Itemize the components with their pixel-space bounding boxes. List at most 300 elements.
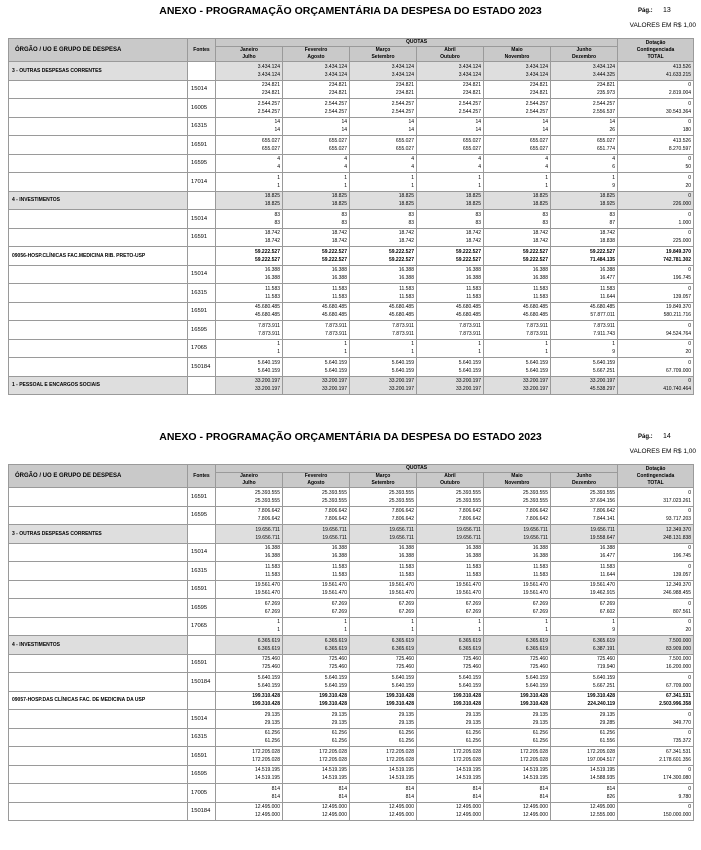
fonte-cell: 16005 <box>188 99 216 118</box>
value-line: 7.806.642 <box>458 516 481 523</box>
value-line: 2.544.257 <box>592 100 616 107</box>
value-cell <box>551 765 618 784</box>
value-cell <box>350 358 417 377</box>
value-line: 16.388 <box>264 275 280 282</box>
value-cell <box>551 710 618 729</box>
value-line: 1 <box>478 174 481 181</box>
value-cell <box>417 117 484 136</box>
value-line: 83 <box>408 211 414 218</box>
value-cell <box>484 765 551 784</box>
value-cell <box>417 247 484 266</box>
value-line: 33.200.197 <box>455 386 481 393</box>
value-cell <box>551 80 618 99</box>
value-line: 14 <box>341 127 347 134</box>
value-line: 725.460 <box>462 664 481 671</box>
fonte-cell: 15014 <box>188 265 216 284</box>
value-cell <box>551 654 618 673</box>
value-line: 655.027 <box>328 137 347 144</box>
value-line: 18.925 <box>599 201 616 208</box>
value-cell <box>618 321 694 340</box>
value-cell <box>350 154 417 173</box>
value-line: 172.205.028 <box>252 756 280 763</box>
value-line: 0 <box>688 100 692 107</box>
value-cell <box>216 99 283 118</box>
value-cell <box>417 228 484 247</box>
value-line: 59.222.527 <box>388 256 414 263</box>
org-cell: 4 - INVESTIMENTOS <box>9 191 188 210</box>
value-line: 3.434.124 <box>257 71 280 78</box>
value-line: 180 <box>682 127 692 134</box>
value-line: 67.341.531 <box>666 748 692 755</box>
value-cell <box>484 636 551 655</box>
value-line: 139.057 <box>672 293 692 300</box>
value-line: 67.269 <box>398 600 414 607</box>
value-line: 1 <box>545 627 548 634</box>
value-cell <box>283 99 350 118</box>
value-cell <box>350 62 417 81</box>
value-line: 19.656.711 <box>389 534 414 541</box>
fonte-row <box>9 99 694 118</box>
value-line: 14.588.935 <box>590 775 616 782</box>
value-line: 1 <box>277 349 280 356</box>
org-cell <box>9 80 188 99</box>
month-label: Setembro <box>371 480 395 486</box>
value-line: 16.388 <box>532 275 548 282</box>
value-line: 8.270.597 <box>668 145 692 152</box>
dotacao-header-line: TOTAL <box>647 53 664 60</box>
value-line: 11.644 <box>600 571 616 578</box>
value-cell <box>283 728 350 747</box>
report-page-14 <box>0 426 701 850</box>
value-line: 9 <box>612 627 616 634</box>
value-line: 5.640.159 <box>324 367 347 374</box>
value-cell <box>350 784 417 803</box>
value-line: 725.460 <box>395 664 414 671</box>
month-label: Dezembro <box>571 480 597 486</box>
value-cell <box>283 80 350 99</box>
fonte-cell: 17014 <box>188 173 216 192</box>
month-label: Outubro <box>440 480 460 486</box>
value-cell <box>484 136 551 155</box>
value-cell <box>216 728 283 747</box>
value-line: 0 <box>688 785 692 792</box>
value-cell <box>350 376 417 395</box>
fonte-row <box>9 747 694 766</box>
value-line: 7.873.911 <box>258 322 280 329</box>
value-line: 6.365.619 <box>458 637 481 644</box>
value-line: 725.460 <box>395 656 414 663</box>
value-line: 150.000.000 <box>663 812 692 819</box>
value-line: 20 <box>685 627 692 634</box>
month-label: Janeiro <box>240 473 258 479</box>
value-cell <box>283 191 350 210</box>
value-line: 199.310.428 <box>319 693 347 700</box>
value-cell <box>417 673 484 692</box>
value-cell <box>283 228 350 247</box>
value-cell <box>618 173 694 192</box>
value-line: 14.519.195 <box>590 767 616 774</box>
value-cell <box>551 617 618 636</box>
value-line: 5.640.159 <box>324 674 347 681</box>
value-line: 37.694.156 <box>590 497 616 504</box>
value-line: 67.602 <box>599 608 616 615</box>
org-cell <box>9 358 188 377</box>
value-line: 3.434.124 <box>257 63 280 70</box>
value-line: 0 <box>688 211 692 218</box>
fonte-cell: 17005 <box>188 784 216 803</box>
dotacao-header-line: Dotação <box>645 465 666 472</box>
value-line: 0 <box>688 341 692 348</box>
value-line: 61.256 <box>398 730 414 737</box>
value-cell <box>618 376 694 395</box>
value-line: 0 <box>688 767 692 774</box>
value-cell <box>216 673 283 692</box>
fonte-row <box>9 265 694 284</box>
group-row <box>9 376 694 395</box>
fonte-cell: 16315 <box>188 562 216 581</box>
page-header <box>0 0 701 38</box>
value-line: 18.825 <box>331 193 347 200</box>
fonte-row <box>9 136 694 155</box>
value-cell <box>551 599 618 618</box>
value-cell <box>216 654 283 673</box>
value-cell <box>484 228 551 247</box>
value-line: 655.027 <box>462 137 481 144</box>
value-line: 1 <box>612 619 616 626</box>
value-line: 7.806.642 <box>324 516 347 523</box>
value-line: 14.519.195 <box>254 767 280 774</box>
value-line: 234.821 <box>596 82 616 89</box>
value-line: 12.349.370 <box>666 582 692 589</box>
value-cell <box>350 173 417 192</box>
value-line: 199.310.428 <box>453 701 481 708</box>
month-label: Setembro <box>371 54 395 60</box>
month-column-header <box>484 473 551 488</box>
value-line: 1 <box>277 174 280 181</box>
value-line: 67.269 <box>465 608 481 615</box>
value-cell <box>283 321 350 340</box>
value-line: 16.388 <box>331 267 347 274</box>
value-line: 61.256 <box>331 730 347 737</box>
value-cell <box>216 117 283 136</box>
value-line: 5.667.251 <box>592 682 616 689</box>
value-line: 226.000 <box>672 201 692 208</box>
value-cell <box>417 599 484 618</box>
value-line: 18.742 <box>398 230 414 237</box>
value-cell <box>551 488 618 507</box>
value-line: 814 <box>539 793 548 800</box>
value-line: 29.135 <box>398 719 414 726</box>
value-line: 1 <box>411 349 414 356</box>
value-line: 14.519.195 <box>455 767 481 774</box>
value-line: 61.256 <box>264 730 280 737</box>
value-cell <box>551 580 618 599</box>
value-line: 725.460 <box>529 664 548 671</box>
value-line: 26 <box>609 127 616 134</box>
dotacao-header-line: TOTAL <box>647 479 664 486</box>
fonte-row <box>9 321 694 340</box>
value-line: 11.583 <box>265 293 280 300</box>
value-cell <box>417 765 484 784</box>
value-line: 18.825 <box>465 201 481 208</box>
value-cell <box>551 784 618 803</box>
value-cell <box>484 599 551 618</box>
org-cell <box>9 136 188 155</box>
value-line: 12.349.370 <box>666 526 692 533</box>
value-cell <box>484 339 551 358</box>
value-line: 735.372 <box>672 738 692 745</box>
value-line: 3.434.124 <box>458 71 481 78</box>
value-line: 1 <box>344 619 347 626</box>
month-column-header <box>350 473 417 488</box>
value-line: 11.583 <box>265 563 280 570</box>
value-line: 1 <box>411 619 414 626</box>
value-line: 2.544.257 <box>458 100 481 107</box>
value-cell <box>618 228 694 247</box>
value-line: 45.680.485 <box>455 304 481 311</box>
group-row <box>9 191 694 210</box>
value-cell <box>350 284 417 303</box>
value-line: 18.742 <box>264 230 280 237</box>
value-line: 29.135 <box>264 719 280 726</box>
value-line: 25.393.555 <box>254 489 280 496</box>
value-line: 5.640.159 <box>525 367 548 374</box>
value-line: 93.717.203 <box>666 516 692 523</box>
value-line: 14.519.195 <box>321 775 347 782</box>
value-cell <box>551 562 618 581</box>
org-cell <box>9 99 188 118</box>
value-line: 83 <box>274 219 280 226</box>
value-line: 725.460 <box>261 656 280 663</box>
value-cell <box>551 136 618 155</box>
value-line: 83 <box>408 219 414 226</box>
value-line: 248.131.838 <box>663 534 692 541</box>
value-line: 5.667.251 <box>592 367 616 374</box>
value-cell <box>618 339 694 358</box>
value-cell <box>417 376 484 395</box>
value-line: 1 <box>344 349 347 356</box>
value-cell <box>417 802 484 821</box>
value-line: 59.222.527 <box>455 248 481 255</box>
value-cell <box>618 62 694 81</box>
value-cell <box>283 747 350 766</box>
value-cell <box>417 747 484 766</box>
value-line: 18.742 <box>331 238 347 245</box>
value-cell <box>618 784 694 803</box>
value-cell <box>551 247 618 266</box>
value-line: 655.027 <box>529 137 548 144</box>
value-line: 18.825 <box>264 193 280 200</box>
value-cell <box>350 488 417 507</box>
fonte-row <box>9 728 694 747</box>
value-line: 172.205.028 <box>453 756 481 763</box>
value-cell <box>350 99 417 118</box>
value-line: 655.027 <box>395 137 414 144</box>
value-line: 7.500.000 <box>668 637 692 644</box>
value-line: 12.495.000 <box>522 812 548 819</box>
value-cell <box>216 265 283 284</box>
value-line: 1 <box>411 627 414 634</box>
value-line: 174.300.080 <box>663 775 692 782</box>
month-label: Julho <box>242 480 256 486</box>
value-cell <box>551 506 618 525</box>
value-line: 16.388 <box>264 267 280 274</box>
value-cell <box>618 99 694 118</box>
budget-table <box>8 38 694 395</box>
value-cell <box>551 802 618 821</box>
value-cell <box>618 525 694 544</box>
fonte-cell: 15014 <box>188 710 216 729</box>
value-line: 1 <box>411 182 414 189</box>
value-line: 3.434.124 <box>458 63 481 70</box>
value-line: 655.027 <box>395 145 414 152</box>
value-cell <box>484 62 551 81</box>
value-cell <box>216 562 283 581</box>
value-line: 25.393.555 <box>321 489 347 496</box>
month-column-header <box>551 47 618 62</box>
value-line: 14 <box>274 127 280 134</box>
value-line: 172.205.028 <box>453 748 481 755</box>
value-line: 16.388 <box>532 545 548 552</box>
value-cell <box>350 562 417 581</box>
org-cell <box>9 599 188 618</box>
value-line: 45.680.485 <box>455 312 481 319</box>
value-line: 14 <box>475 127 481 134</box>
value-line: 1 <box>612 174 616 181</box>
header-row <box>9 465 694 473</box>
report-page-13 <box>0 0 701 424</box>
value-line: 4 <box>344 164 347 171</box>
value-line: 0 <box>688 674 692 681</box>
value-line: 1 <box>612 341 616 348</box>
month-label: Março <box>375 47 391 53</box>
value-line: 814 <box>338 785 347 792</box>
value-line: 234.821 <box>395 90 414 97</box>
month-column-header <box>484 47 551 62</box>
value-line: 67.269 <box>264 600 280 607</box>
value-line: 33.200.197 <box>254 386 280 393</box>
month-column-header <box>417 473 484 488</box>
org-cell <box>9 173 188 192</box>
value-line: 18.742 <box>465 230 481 237</box>
value-line: 67.709.000 <box>666 367 692 374</box>
value-cell <box>484 506 551 525</box>
value-cell <box>417 580 484 599</box>
value-line: 224.240.119 <box>587 701 616 708</box>
value-line: 139.057 <box>672 571 692 578</box>
value-cell <box>283 265 350 284</box>
value-cell <box>417 784 484 803</box>
value-cell <box>618 562 694 581</box>
fonte-row <box>9 284 694 303</box>
value-cell <box>283 488 350 507</box>
value-cell <box>618 617 694 636</box>
value-line: 199.310.428 <box>252 701 280 708</box>
org-cell <box>9 506 188 525</box>
value-line: 651.774 <box>596 145 616 152</box>
value-line: 59.222.527 <box>522 256 548 263</box>
fonte-cell: 16591 <box>188 654 216 673</box>
value-cell <box>618 580 694 599</box>
value-line: 11.583 <box>265 285 280 292</box>
value-line: 12.495.000 <box>254 812 280 819</box>
org-cell <box>9 802 188 821</box>
value-line: 29.135 <box>398 711 414 718</box>
value-line: 18.742 <box>264 238 280 245</box>
value-cell <box>618 358 694 377</box>
value-cell <box>417 710 484 729</box>
value-cell <box>216 173 283 192</box>
value-cell <box>216 525 283 544</box>
value-line: 1 <box>545 349 548 356</box>
value-line: 59.222.527 <box>388 248 414 255</box>
value-cell <box>350 80 417 99</box>
value-line: 18.742 <box>532 230 548 237</box>
value-line: 234.821 <box>261 82 280 89</box>
value-cell <box>484 321 551 340</box>
value-line: 11.583 <box>332 563 347 570</box>
fonte-row <box>9 673 694 692</box>
value-line: 814 <box>405 785 414 792</box>
value-line: 11.583 <box>533 563 548 570</box>
value-line: 0 <box>688 711 692 718</box>
value-line: 6.365.619 <box>391 637 414 644</box>
value-cell <box>618 284 694 303</box>
value-line: 14 <box>408 127 414 134</box>
value-line: 725.460 <box>328 664 347 671</box>
fonte-cell <box>188 247 216 266</box>
quotas-header: QUOTAS <box>216 39 618 47</box>
fonte-row <box>9 710 694 729</box>
month-label: Maio <box>511 473 523 479</box>
fonte-cell: 16591 <box>188 136 216 155</box>
value-line: 814 <box>472 793 481 800</box>
value-line: 7.873.911 <box>593 322 616 329</box>
fonte-cell: 16315 <box>188 284 216 303</box>
value-line: 814 <box>472 785 481 792</box>
value-cell <box>216 80 283 99</box>
value-cell <box>350 136 417 155</box>
value-line: 655.027 <box>529 145 548 152</box>
value-line: 7.806.642 <box>458 508 481 515</box>
month-column-header <box>283 47 350 62</box>
value-cell <box>417 506 484 525</box>
value-cell <box>350 265 417 284</box>
value-line: 19.561.470 <box>455 590 481 597</box>
value-cell <box>484 210 551 229</box>
value-line: 3.444.325 <box>592 71 616 78</box>
value-line: 6.365.619 <box>592 637 616 644</box>
month-label: Março <box>375 473 391 479</box>
org-cell <box>9 210 188 229</box>
value-line: 234.821 <box>328 90 347 97</box>
value-cell <box>551 265 618 284</box>
value-line: 14.519.195 <box>522 775 548 782</box>
value-line: 199.310.428 <box>386 693 414 700</box>
value-line: 16.477 <box>599 275 616 282</box>
fontes-column-header: Fontes <box>188 465 216 488</box>
org-cell: 1 - PESSOAL E ENCARGOS SOCIAIS <box>9 376 188 395</box>
value-line: 172.205.028 <box>520 748 548 755</box>
value-cell <box>350 302 417 321</box>
value-line: 14.519.195 <box>388 767 414 774</box>
value-cell <box>618 191 694 210</box>
value-line: 16.388 <box>465 545 481 552</box>
value-cell <box>551 191 618 210</box>
fonte-cell: 150184 <box>188 802 216 821</box>
value-line: 7.873.911 <box>325 322 347 329</box>
value-line: 19.558.647 <box>590 534 616 541</box>
